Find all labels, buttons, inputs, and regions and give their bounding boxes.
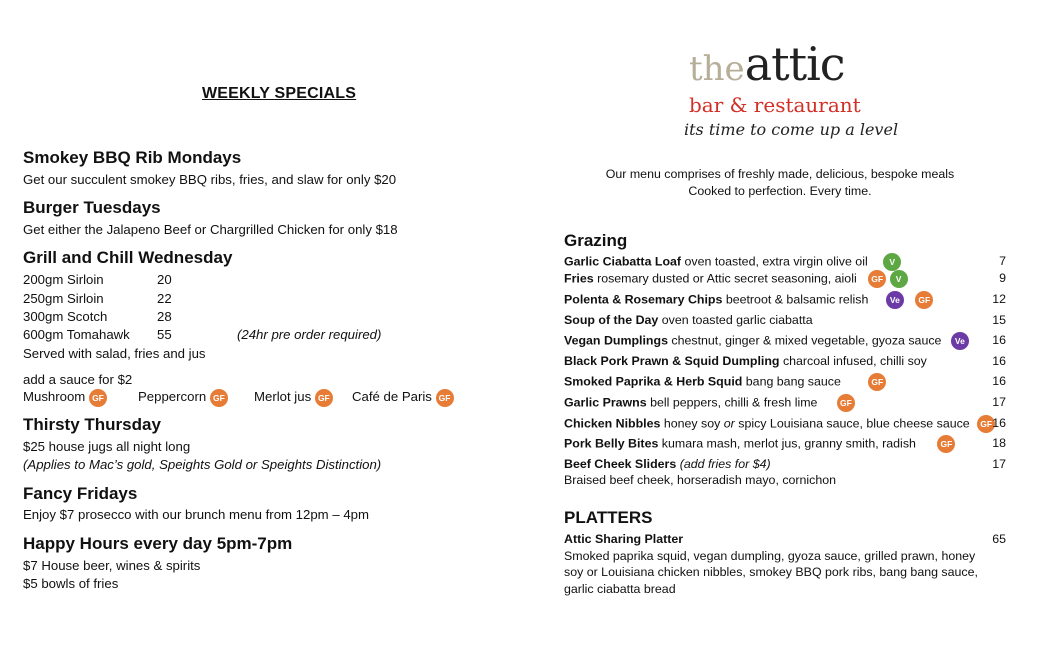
menu-item: Polenta & Rosemary Chips beetroot & balsamic relish Ve GF 12 (564, 291, 1006, 309)
sauce-intro: add a sauce for $2 (23, 372, 133, 387)
intro (580, 166, 980, 200)
gf-badge: GF (436, 389, 454, 407)
intro-line-1: Our menu comprises of freshly made, delicious, bespoke meals (605, 167, 955, 181)
sauce-cafe-de-paris: Café de Paris GF (352, 388, 454, 407)
logo-the: the (689, 49, 745, 89)
happy-line-1: $7 House beer, wines & spirits (23, 558, 201, 573)
sauce-peppercorn: Peppercorn GF (138, 388, 228, 407)
intro-line-2: Cooked to perfection. Every time. (688, 184, 872, 198)
sauce-mushroom: Mushroom GF (23, 388, 107, 407)
menu-item: Beef Cheek Sliders (add fries for $4) 17 (564, 457, 1006, 471)
vegan-badge: Ve (886, 291, 904, 309)
gf-badge: GF (868, 373, 886, 391)
steak-price-1: 22 (157, 291, 172, 306)
happy-hours-title: Happy Hours every day 5pm-7pm (23, 534, 293, 553)
thursday-note: (Applies to Mac’s gold, Speights Gold or Speights Distinction) (23, 457, 382, 472)
menu-item: Fries rosemary dusted or Attic secret seasoning, aioli GF V 9 (564, 270, 1006, 288)
vegetarian-badge: V (883, 253, 901, 271)
menu-item: Garlic Ciabatta Loaf oven toasted, extra virgin olive oil V 7 (564, 253, 1006, 271)
menu-item: Black Pork Prawn & Squid Dumpling charcoal infused, chilli soy 16 (564, 354, 1006, 368)
gf-badge: GF (977, 415, 995, 433)
menu-item: Soup of the Day oven toasted garlic ciabatta 15 (564, 313, 1006, 327)
menu-item: Garlic Prawns bell peppers, chilli & fresh lime GF 17 (564, 394, 1006, 412)
sauce-merlot: Merlot jus GF (254, 388, 333, 407)
thursday-title: Thirsty Thursday (23, 415, 161, 434)
platters-title: PLATTERS (564, 508, 653, 527)
served-with: Served with salad, fries and jus (23, 346, 206, 361)
wednesday-title: Grill and Chill Wednesday (23, 248, 233, 267)
gf-badge: GF (837, 394, 855, 412)
steak-name-1: 250gm Sirloin (23, 291, 104, 306)
steak-price-0: 20 (157, 272, 172, 287)
vegan-badge: Ve (951, 332, 969, 350)
gf-badge: GF (210, 389, 228, 407)
steak-name-2: 300gm Scotch (23, 309, 108, 324)
steak-name-3: 600gm Tomahawk (23, 327, 130, 342)
menu-item: Chicken Nibbles honey soy or spicy Louisiana sauce, blue cheese sauce GF 16 (564, 415, 1006, 433)
grazing-title: Grazing (564, 231, 628, 250)
logo-bar-restaurant: bar & restaurant (689, 93, 861, 117)
tuesday-desc: Get either the Jalapeno Beef or Chargrilled Chicken for only $18 (23, 222, 398, 237)
monday-title: Smokey BBQ Rib Mondays (23, 148, 242, 167)
gf-badge: GF (937, 435, 955, 453)
platter-desc-1: Smoked paprika squid, vegan dumpling, gyoza sauce, grilled prawn, honey (564, 549, 976, 563)
steak-name-0: 200gm Sirloin (23, 272, 104, 287)
steak-price-3: 55 (157, 327, 172, 342)
vegetarian-badge: V (890, 270, 908, 288)
slider-desc: Braised beef cheek, horseradish mayo, cornichon (564, 473, 837, 487)
platter-item: Attic Sharing Platter 65 (564, 532, 1006, 546)
platter-desc-2: soy or Louisiana chicken nibbles, smokey BBQ pork ribs, bang bang sauce, (564, 565, 978, 579)
menu-item: Pork Belly Bites kumara mash, merlot jus, granny smith, radish GF 18 (564, 435, 1006, 453)
monday-desc: Get our succulent smokey BBQ ribs, fries, and slaw for only $20 (23, 172, 397, 187)
logo-tagline: its time to come up a level (684, 120, 899, 139)
gf-badge: GF (868, 270, 886, 288)
friday-desc: Enjoy $7 prosecco with our brunch menu from 12pm – 4pm (23, 507, 369, 522)
friday-title: Fancy Fridays (23, 484, 138, 503)
tomahawk-note: (24hr pre order required) (237, 327, 382, 342)
happy-line-2: $5 bowls of fries (23, 576, 119, 591)
gf-badge: GF (315, 389, 333, 407)
steak-price-2: 28 (157, 309, 172, 324)
menu-item: Smoked Paprika & Herb Squid bang bang sauce GF 16 (564, 373, 1006, 391)
weekly-specials-heading: WEEKLY SPECIALS (202, 85, 357, 102)
thursday-desc: $25 house jugs all night long (23, 439, 191, 454)
tuesday-title: Burger Tuesdays (23, 198, 161, 217)
gf-badge: GF (915, 291, 933, 309)
logo-attic: attic (744, 37, 845, 91)
gf-badge: GF (89, 389, 107, 407)
menu-item: Vegan Dumplings chestnut, ginger & mixed vegetable, gyoza sauce Ve 16 (564, 332, 1006, 350)
platter-desc-3: garlic ciabatta bread (564, 582, 676, 596)
logo (689, 37, 845, 100)
